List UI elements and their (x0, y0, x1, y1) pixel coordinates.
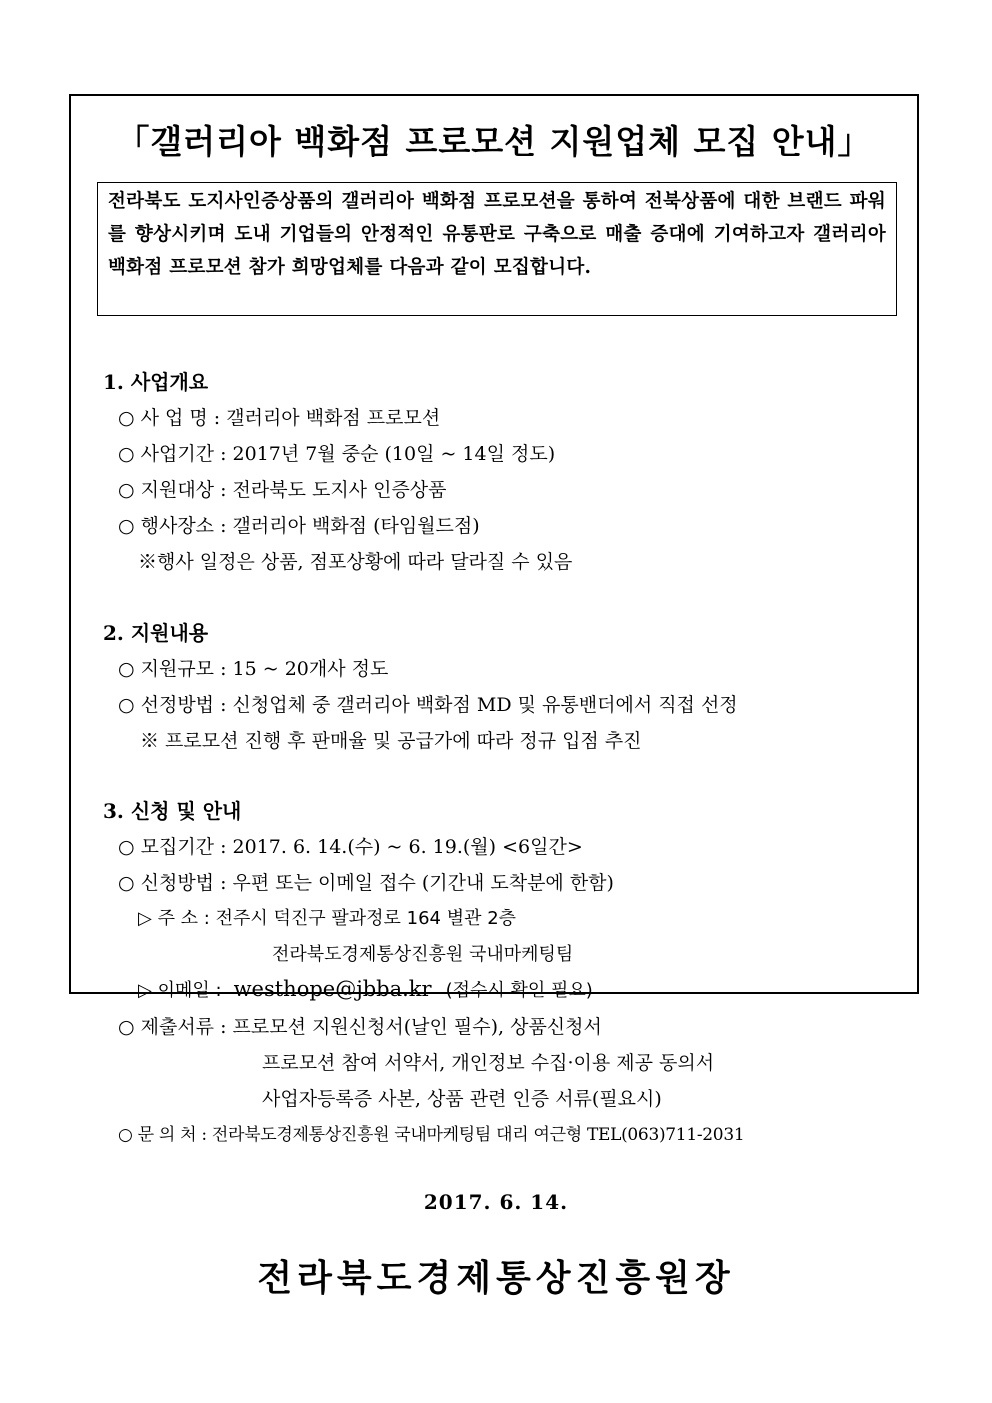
section3-contact: ○ 문 의 처 : 전라북도경제통상진흥원 국내마케팅팀 대리 여근형 TEL(063)711-2031 (118, 1125, 745, 1145)
document-title: 「갤러리아 백화점 프로모션 지원업체 모집 안내」 (116, 122, 872, 161)
section2-heading: 2. 지원내용 (103, 621, 209, 645)
section3-period: ○ 모집기간 : 2017. 6. 14.(수) ~ 6. 19.(월) <6일간> (118, 836, 583, 858)
section3-email-row (138, 976, 593, 1002)
section3-docs-line2: 프로모션 참여 서약서, 개인정보 수집·이용 제공 동의서 (262, 1052, 715, 1074)
document-date: 2017. 6. 14. (423, 1190, 569, 1214)
document-frame (69, 94, 919, 994)
section3-address: ▷ 주 소 : 전주시 덕진구 팔과정로 164 별관 2층 (138, 908, 517, 929)
section1-item-name: ○ 사 업 명 : 갤러리아 백화점 프로모션 (118, 407, 441, 429)
section1-item-target: ○ 지원대상 : 전라북도 도지사 인증상품 (118, 479, 447, 501)
section2-note: ※ 프로모션 진행 후 판매율 및 공급가에 따라 정규 입점 추진 (140, 730, 642, 752)
section2-item-method: ○ 선정방법 : 신청업체 중 갤러리아 백화점 MD 및 유통밴더에서 직접 선정 (118, 694, 738, 716)
issuer-signature: 전라북도경제통상진흥원장 (257, 1257, 735, 1299)
section3-address-line2: 전라북도경제통상진흥원 국내마케팅팀 (272, 944, 574, 965)
section1-heading: 1. 사업개요 (103, 370, 209, 394)
email-label: ▷ 이메일 : (138, 980, 222, 1001)
section1-note: ※행사 일정은 상품, 점포상황에 따라 달라질 수 있음 (138, 551, 573, 573)
email-address[interactable]: westhope@jbba.kr (233, 977, 432, 1001)
section3-method: ○ 신청방법 : 우편 또는 이메일 접수 (기간내 도착분에 한함) (118, 872, 614, 894)
section3-docs: ○ 제출서류 : 프로모션 지원신청서(날인 필수), 상품신청서 (118, 1016, 602, 1038)
intro-box: 전라북도 도지사인증상품의 갤러리아 백화점 프로모션을 통하여 전북상품에 대한 브랜드 파워를 향상시키며 도내 기업들의 안정적인 유통판로 구축으로 매출 증대에 기여하고자 갤러리아 백화점 프로모션 참가 희망업체를 다음과 같이 모집합니다. (97, 182, 897, 316)
section3-heading: 3. 신청 및 안내 (103, 799, 242, 823)
section1-item-venue: ○ 행사장소 : 갤러리아 백화점 (타임월드점) (118, 515, 480, 537)
section2-item-scale: ○ 지원규모 : 15 ~ 20개사 정도 (118, 658, 389, 680)
section3-docs-line3: 사업자등록증 사본, 상품 관련 인증 서류(필요시) (262, 1088, 662, 1110)
section1-item-period: ○ 사업기간 : 2017년 7월 중순 (10일 ~ 14일 정도) (118, 443, 556, 465)
email-note: (접수시 확인 필요) (445, 980, 593, 1001)
